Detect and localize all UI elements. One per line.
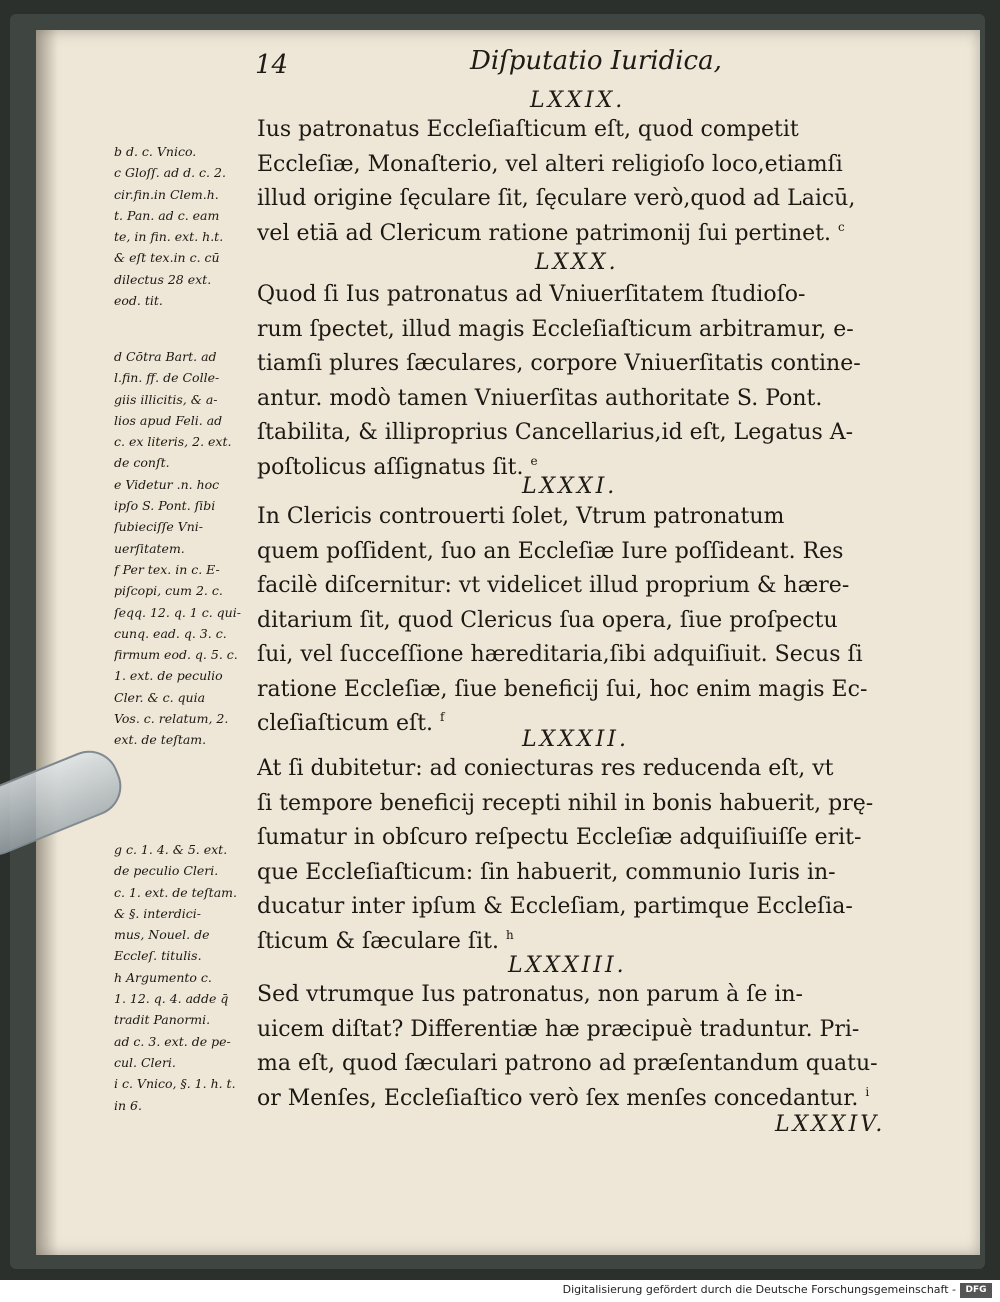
text-line: ſui, vel ſucceſſione hæreditaria,ſibi adquiſiuit. Secus ſi bbox=[257, 642, 863, 667]
note-line: Cler. & c. quia bbox=[114, 689, 206, 705]
note-line: cunq. ead. q. 3. c. bbox=[114, 625, 227, 641]
text-line: que Eccleſiaſticum: ſin habuerit, communio Iuris in- bbox=[257, 859, 836, 885]
note-line: cir.fin.in Clem.h. bbox=[114, 186, 219, 202]
note-line: Eccleſ. titulis. bbox=[114, 948, 202, 964]
text-line: ma eſt, quod ſæculari patrono ad præſentandum quatu- bbox=[257, 1051, 878, 1076]
text-line: ſtabilita, & illiproprius Cancellarius,id eſt, Legatus A- bbox=[257, 420, 854, 445]
marginal-note bbox=[114, 839, 254, 1116]
note-line: in 6. bbox=[114, 1097, 142, 1113]
section-paragraph bbox=[257, 500, 897, 742]
note-line: c. ex literis, 2. ext. bbox=[114, 434, 232, 450]
text-line: facilè diſcernitur: vt videlicet illud proprium & hære- bbox=[257, 573, 850, 598]
note-line: cul. Cleri. bbox=[114, 1054, 176, 1070]
note-line: & eſt tex.in c. cū bbox=[114, 250, 220, 266]
text-line: antur. modò tamen Vniuerſitas authoritate S. Pont. bbox=[257, 385, 823, 411]
note-line: mus, Nouel. de bbox=[114, 927, 210, 943]
note-line: te, in fin. ext. h.t. bbox=[114, 229, 224, 245]
marginal-note bbox=[114, 141, 254, 311]
section-number: LXXXIII. bbox=[508, 953, 627, 978]
section-paragraph bbox=[257, 752, 897, 959]
note-line: Vos. c. relatum, 2. bbox=[114, 711, 229, 727]
note-line: ad c. 3. ext. de pe- bbox=[114, 1033, 231, 1049]
text-line: ſi tempore beneficij recepti nihil in bonis habuerit, prę- bbox=[257, 790, 874, 816]
note-line: ſubieciſſe Vni- bbox=[114, 519, 203, 535]
note-line: ipſo S. Pont. ſibi bbox=[114, 498, 216, 514]
text-line: illud origine ſęculare ſit, ſęculare verò,quod ad Laicū, bbox=[257, 186, 856, 211]
footnote-mark: f bbox=[440, 710, 445, 724]
note-line: t. Pan. ad c. eam bbox=[114, 207, 220, 223]
note-line: l.fin. ff. de Colle- bbox=[114, 370, 220, 386]
text-line: In Clericis controuerti ſolet, Vtrum patronatum bbox=[257, 504, 785, 529]
footnote-mark: h bbox=[505, 927, 514, 942]
footnote-mark: c bbox=[837, 219, 845, 234]
text-line: poſtolicus aſſignatus ſit. $^e$ bbox=[257, 453, 538, 480]
note-line: b d. c. Vnico. bbox=[114, 144, 197, 159]
note-line: de conſt. bbox=[114, 455, 170, 471]
text-line: ditarium ſit, quod Clericus ſua opera, ſiue proſpectu bbox=[257, 607, 838, 633]
text-line: ratione Eccleſiæ, ſiue beneficij ſui, hoc enim magis Ec- bbox=[257, 676, 868, 702]
section-number: LXXIX. bbox=[530, 88, 626, 113]
text-line: ſticum & ſæculare ſit. $^h$ bbox=[257, 927, 514, 954]
note-line: ext. de teſtam. bbox=[114, 732, 207, 748]
text-line: vel etiā ad Clericum ratione patrimonij ſui pertinet. $^c$ bbox=[257, 219, 845, 246]
text-line: uicem diſtat? Differentiæ hæ præcipuè traduntur. Pri- bbox=[257, 1016, 860, 1042]
text-line: ſumatur in obſcuro reſpectu Eccleſiæ adquiſiuiſſe erit- bbox=[257, 825, 862, 850]
note-line: de peculio Cleri. bbox=[114, 863, 219, 879]
text-line: or Menſes, Eccleſiaſtico verò ſex menſes concedantur. $^i$ bbox=[257, 1084, 870, 1111]
note-line: i c. Vnico, §. 1. h. t. bbox=[114, 1076, 236, 1092]
text-line: ducatur inter ipſum & Eccleſiam, partimque Eccleſia- bbox=[257, 894, 853, 919]
note-line: dilectus 28 ext. bbox=[114, 271, 212, 287]
footer-bar bbox=[0, 1280, 1000, 1302]
section-paragraph bbox=[257, 978, 897, 1116]
note-line: eod. tit. bbox=[114, 293, 163, 309]
footnote-mark: e bbox=[530, 453, 538, 468]
note-line: uerſitatem. bbox=[114, 540, 185, 556]
marginal-note bbox=[114, 346, 254, 751]
text-line: rum ſpectet, illud magis Eccleſiaſticum arbitramur, e- bbox=[257, 316, 854, 342]
section-number: LXXX. bbox=[535, 250, 619, 275]
footnote-mark: i bbox=[865, 1084, 870, 1099]
note-line: c. 1. ext. de teſtam. bbox=[114, 884, 237, 900]
note-line: lios apud Feli. ad bbox=[114, 412, 223, 428]
note-line: e Videtur .n. hoc bbox=[114, 476, 220, 492]
text-line: Sed vtrumque Ius patronatus, non parum à ſe in- bbox=[257, 982, 803, 1007]
text-line: cleſiaſticum eſt. $^f$ bbox=[257, 710, 445, 736]
note-line: 1. ext. de peculio bbox=[114, 668, 223, 684]
text-line: At ſi dubitetur: ad coniecturas res reducenda eſt, vt bbox=[257, 756, 834, 781]
note-line: tradit Panormi. bbox=[114, 1012, 211, 1028]
dfg-logo: DFG bbox=[960, 1283, 992, 1298]
note-line: piſcopi, cum 2. c. bbox=[114, 583, 223, 599]
text-line: quem poſſident, ſuo an Eccleſiæ Iure poſſideant. Res bbox=[257, 538, 844, 564]
note-line: c Gloſſ. ad d. c. 2. bbox=[114, 165, 226, 181]
page-number: 14 bbox=[255, 50, 289, 80]
text-line: Quod ſi Ius patronatus ad Vniuerſitatem ſtudioſo- bbox=[257, 282, 806, 307]
note-line: d Cōtra Bart. ad bbox=[114, 349, 217, 364]
section-paragraph bbox=[257, 278, 897, 485]
note-line: 1. 12. q. 4. adde q̄ bbox=[114, 991, 229, 1007]
section-number: LXXXI. bbox=[522, 474, 618, 499]
note-line: g c. 1. 4. & 5. ext. bbox=[114, 842, 228, 857]
note-line: & §. interdici- bbox=[114, 905, 201, 921]
section-paragraph bbox=[257, 113, 897, 251]
text-line: tiamſi plures ſæculares, corpore Vniuerſitatis contine- bbox=[257, 351, 861, 376]
text-line: Ius patronatus Eccleſiaſticum eſt, quod competit bbox=[257, 117, 799, 142]
text-line: Eccleſiæ, Monaſterio, vel alteri religioſo loco,etiamſi bbox=[257, 151, 843, 177]
section-number: LXXXII. bbox=[522, 727, 629, 752]
note-line: ſeqq. 12. q. 1 c. qui- bbox=[114, 604, 241, 620]
page-gutter-shadow bbox=[36, 30, 58, 1255]
note-line: firmum eod. q. 5. c. bbox=[114, 647, 238, 663]
note-line: giis illicitis, & a- bbox=[114, 391, 218, 407]
catchword: LXXXIV. bbox=[775, 1112, 886, 1137]
footer-credit: Digitalisierung gefördert durch die Deutsche Forschungsgemeinschaft - bbox=[562, 1283, 956, 1296]
note-line: f Per tex. in c. E- bbox=[114, 561, 220, 577]
note-line: h Argumento c. bbox=[114, 969, 212, 985]
running-head-title: Diſputatio Iuridica, bbox=[470, 46, 722, 76]
